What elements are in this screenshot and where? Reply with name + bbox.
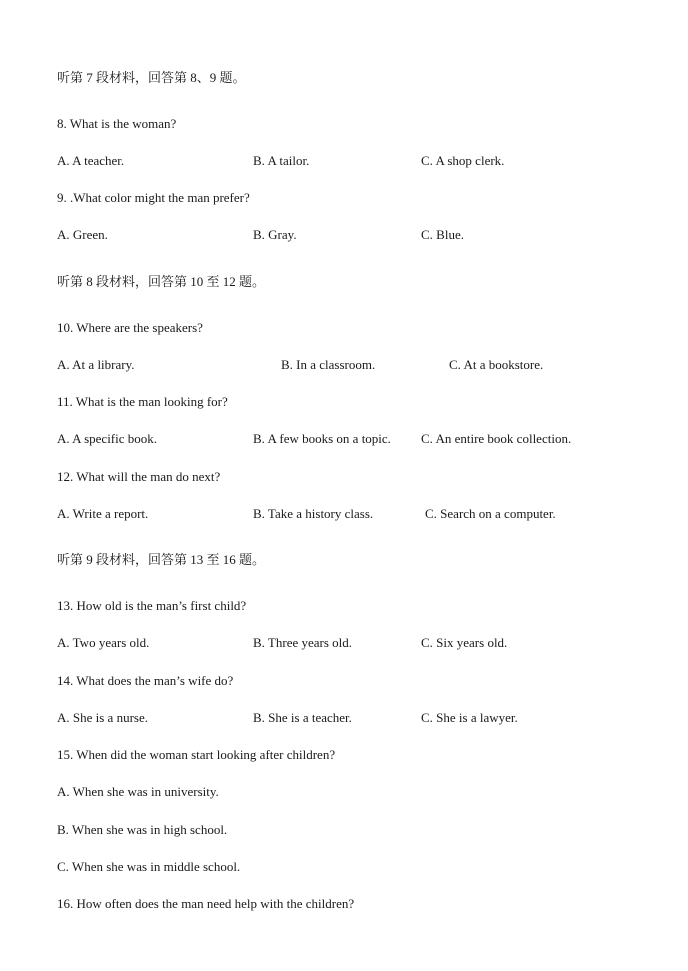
section-heading: 听第 7 段材料，回答第 8、9 题。 [57,70,246,85]
option-b: B. A few books on a topic. [253,431,391,446]
question-text: 15. When did the woman start looking after children? [57,747,336,762]
section-heading: 听第 9 段材料，回答第 13 至 16 题。 [57,552,266,567]
question-text: 12. What will the man do next? [57,469,221,484]
option-a: A. A teacher. [57,153,125,168]
section-heading: 听第 8 段材料，回答第 10 至 12 题。 [57,274,266,289]
question-text: 10. Where are the speakers? [57,320,203,335]
option-b: B. When she was in high school. [57,822,228,837]
option-a: A. A specific book. [57,431,158,446]
option-c: C. When she was in middle school. [57,859,241,874]
option-a: A. When she was in university. [57,784,219,799]
option-b: B. Take a history class. [253,506,374,521]
question-text: 14. What does the man’s wife do? [57,673,234,688]
option-c: C. Blue. [421,227,464,242]
option-b: B. A tailor. [253,153,310,168]
option-b: B. Gray. [253,227,297,242]
option-a: A. Write a report. [57,506,149,521]
option-b: B. She is a teacher. [253,710,352,725]
option-a: A. At a library. [57,357,135,372]
option-b: B. Three years old. [253,635,353,650]
question-text: 9. .What color might the man prefer? [57,190,250,205]
option-c: C. At a bookstore. [449,357,544,372]
question-text: 16. How often does the man need help with the children? [57,896,355,911]
question-text: 13. How old is the man’s first child? [57,598,247,613]
question-text: 8. What is the woman? [57,116,177,131]
option-a: A. Green. [57,227,108,242]
option-c: C. She is a lawyer. [421,710,518,725]
option-c: C. Six years old. [421,635,508,650]
option-c: C. An entire book collection. [421,431,572,446]
option-c: C. A shop clerk. [421,153,505,168]
option-a: A. She is a nurse. [57,710,148,725]
option-b: B. In a classroom. [281,357,376,372]
option-a: A. Two years old. [57,635,150,650]
question-text: 11. What is the man looking for? [57,394,228,409]
option-c: C. Search on a computer. [425,506,556,521]
